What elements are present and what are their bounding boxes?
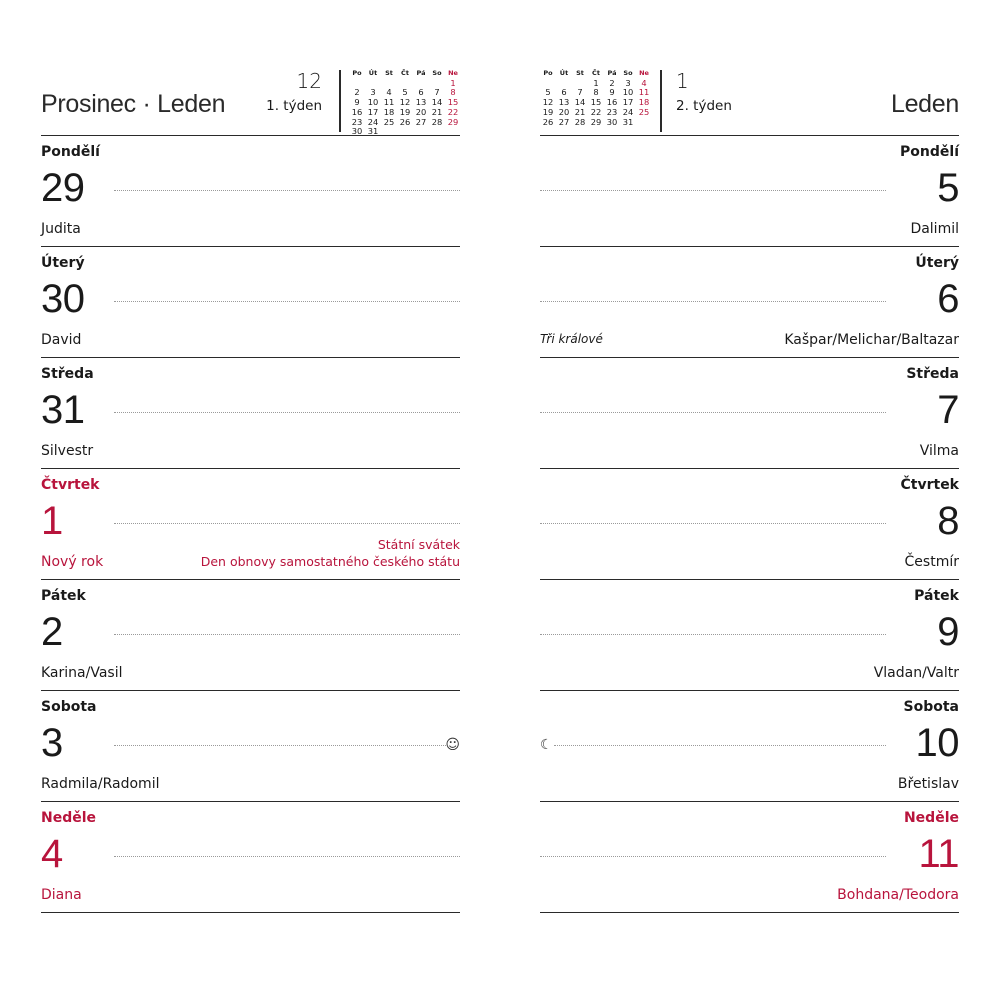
writing-line — [114, 745, 446, 746]
mini-calendar-day: 9 — [609, 87, 615, 98]
mini-calendar-day: 20 — [558, 106, 570, 117]
day-name: Úterý — [41, 255, 85, 271]
mini-calendar-day: 10 — [622, 87, 634, 98]
mini-calendar-day: 8 — [593, 87, 599, 98]
mini-calendar-day: 5 — [545, 87, 551, 98]
writing-line — [540, 301, 886, 302]
mini-calendar-weekday-header: Pá — [607, 69, 617, 77]
left-month-title: Prosinec · Leden — [41, 90, 226, 118]
mini-calendar-weekday-header: Čt — [592, 69, 600, 77]
nameday: Diana — [41, 887, 82, 903]
mini-calendar-day: 14 — [574, 97, 586, 108]
left-day-row — [41, 469, 460, 580]
mini-calendar-day: 26 — [399, 116, 411, 127]
day-name: Středa — [906, 366, 959, 382]
right-page-header — [540, 60, 959, 136]
mini-calendar-weekday-header: Út — [559, 69, 569, 77]
day-name: Středa — [41, 366, 94, 382]
mini-calendar-day: 29 — [590, 116, 602, 127]
right-week-label: 2. týden — [676, 98, 732, 114]
mini-calendar-day: 18 — [383, 106, 395, 117]
nameday: Čestmír — [904, 554, 959, 570]
day-number: 30 — [41, 277, 85, 321]
mini-calendar-day: 28 — [574, 116, 586, 127]
mini-calendar-day: 8 — [450, 87, 456, 98]
day-name: Pátek — [41, 588, 86, 604]
mini-calendar-day: 21 — [574, 106, 586, 117]
left-week-number: 12 — [296, 69, 322, 93]
mini-calendar-day: 1 — [450, 77, 456, 88]
mini-calendar-day: 23 — [351, 116, 363, 127]
mini-calendar-day: 22 — [447, 106, 459, 117]
day-name: Pondělí — [900, 144, 959, 160]
writing-line — [114, 856, 460, 857]
mini-calendar-day: 20 — [415, 106, 427, 117]
mini-calendar-day: 5 — [402, 87, 408, 98]
mini-calendar-day: 4 — [641, 77, 647, 88]
mini-calendar-day: 23 — [606, 106, 618, 117]
mini-calendar-day: 27 — [415, 116, 427, 127]
mini-calendar-weekday-header: Ne — [448, 69, 458, 77]
writing-line — [114, 301, 460, 302]
mini-calendar-day: 19 — [399, 106, 411, 117]
nameday: Břetislav — [897, 776, 959, 792]
mini-calendar-day: 15 — [590, 97, 602, 108]
writing-line — [114, 634, 460, 635]
day-name: Neděle — [903, 810, 959, 826]
day-number: 7 — [937, 388, 959, 432]
day-number: 4 — [41, 832, 63, 876]
left-day-row — [41, 358, 460, 469]
mini-calendar-day: 7 — [577, 87, 583, 98]
writing-line — [540, 190, 886, 191]
last-quarter-moon-icon: ☾ — [540, 737, 553, 753]
mini-calendar-week-row — [540, 118, 652, 128]
mini-calendar-day: 13 — [558, 97, 570, 108]
nameday: Vladan/Valtr — [873, 665, 959, 681]
mini-calendar-week-row — [349, 118, 461, 128]
mini-calendar-day: 2 — [354, 87, 360, 98]
mini-calendar-day: 21 — [431, 106, 443, 117]
day-number: 8 — [937, 499, 959, 543]
mini-calendar-day: 16 — [606, 97, 618, 108]
mini-calendar-day: 24 — [622, 106, 634, 117]
right-day-row — [540, 802, 959, 913]
writing-line — [114, 412, 460, 413]
day-name: Sobota — [41, 699, 97, 715]
mini-calendar-day: 3 — [370, 87, 376, 98]
day-number: 9 — [937, 610, 959, 654]
left-week-block — [266, 69, 322, 115]
left-day-row — [41, 247, 460, 358]
day-name: Čtvrtek — [900, 477, 959, 493]
left-day-row — [41, 691, 460, 802]
right-day-row — [540, 469, 959, 580]
nameday: Bohdana/Teodora — [837, 887, 959, 903]
mini-calendar-day: 15 — [447, 97, 459, 108]
left-header-divider — [339, 70, 341, 132]
mini-calendar-day: 30 — [606, 116, 618, 127]
mini-calendar-day: 7 — [434, 87, 440, 98]
mini-calendar-weekday-header: St — [385, 69, 393, 77]
mini-calendar-day: 13 — [415, 97, 427, 108]
left-week-label: 1. týden — [266, 98, 322, 114]
right-mini-calendar — [540, 69, 652, 127]
writing-line — [114, 523, 460, 524]
mini-calendar-day: 11 — [383, 97, 395, 108]
mini-calendar-weekday-header: Út — [368, 69, 378, 77]
mini-calendar-day: 24 — [367, 116, 379, 127]
left-page-header — [41, 60, 460, 136]
mini-calendar-day: 1 — [593, 77, 599, 88]
left-day-row — [41, 136, 460, 247]
right-day-row — [540, 136, 959, 247]
mini-calendar-day: 14 — [431, 97, 443, 108]
day-name: Sobota — [903, 699, 959, 715]
right-day-row — [540, 247, 959, 358]
nameday: Silvestr — [41, 443, 94, 459]
nameday: Kašpar/Melichar/Baltazar — [784, 332, 959, 348]
mini-calendar-day: 25 — [383, 116, 395, 127]
day-name: Pondělí — [41, 144, 100, 160]
mini-calendar-day: 18 — [638, 97, 650, 108]
right-day-row — [540, 691, 959, 802]
nameday: Dalimil — [910, 221, 959, 237]
day-number: 1 — [41, 499, 63, 543]
mini-calendar-weekday-row — [349, 69, 461, 79]
mini-calendar-day: 19 — [542, 106, 554, 117]
left-page — [41, 60, 460, 920]
writing-line — [540, 856, 886, 857]
mini-calendar-weekday-header: Čt — [401, 69, 409, 77]
mini-calendar-day: 29 — [447, 116, 459, 127]
writing-line — [540, 412, 886, 413]
mini-calendar-day: 17 — [367, 106, 379, 117]
right-day-row — [540, 580, 959, 691]
day-number: 2 — [41, 610, 63, 654]
mini-calendar-day: 28 — [431, 116, 443, 127]
nameday: Radmila/Radomil — [41, 776, 160, 792]
mini-calendar-day: 12 — [399, 97, 411, 108]
mini-calendar-day: 12 — [542, 97, 554, 108]
mini-calendar-day: 31 — [622, 116, 634, 127]
day-name: Pátek — [914, 588, 959, 604]
mini-calendar-weekday-header: St — [576, 69, 584, 77]
day-name: Čtvrtek — [41, 477, 100, 493]
right-page — [540, 60, 959, 920]
mini-calendar-day: 9 — [354, 97, 360, 108]
mini-calendar-day: 31 — [367, 126, 379, 137]
mini-calendar-weekday-header: Po — [543, 69, 553, 77]
day-name: Úterý — [915, 255, 959, 271]
mini-calendar-day: 2 — [609, 77, 615, 88]
mini-calendar-weekday-header: Ne — [639, 69, 649, 77]
day-number: 11 — [918, 832, 959, 876]
nameday: Karina/Vasil — [41, 665, 123, 681]
mini-calendar-day: 6 — [418, 87, 424, 98]
left-day-row — [41, 802, 460, 913]
day-note: Den obnovy samostatného českého státu — [200, 554, 460, 569]
mini-calendar-day: 6 — [561, 87, 567, 98]
mini-calendar-day: 27 — [558, 116, 570, 127]
mini-calendar-day: 25 — [638, 106, 650, 117]
mini-calendar-day: 22 — [590, 106, 602, 117]
day-note: Státní svátek — [377, 537, 460, 552]
mini-calendar-day: 3 — [625, 77, 631, 88]
day-number: 6 — [937, 277, 959, 321]
mini-calendar-weekday-header: Pá — [416, 69, 426, 77]
mini-calendar-day: 11 — [638, 87, 650, 98]
right-week-block — [676, 69, 732, 115]
mini-calendar-weekday-header: So — [432, 69, 442, 77]
left-day-row — [41, 580, 460, 691]
right-header-divider — [660, 70, 662, 132]
mini-calendar-day: 17 — [622, 97, 634, 108]
nameday: Nový rok — [41, 554, 104, 570]
day-number: 3 — [41, 721, 63, 765]
mini-calendar-weekday-header: So — [623, 69, 633, 77]
nameday: David — [41, 332, 82, 348]
right-day-row — [540, 358, 959, 469]
mini-calendar-day: 10 — [367, 97, 379, 108]
writing-line — [554, 745, 886, 746]
mini-calendar-day: 16 — [351, 106, 363, 117]
left-mini-calendar — [349, 69, 461, 137]
day-number: 31 — [41, 388, 85, 432]
writing-line — [540, 634, 886, 635]
writing-line — [540, 523, 886, 524]
day-name: Neděle — [41, 810, 97, 826]
right-week-number: 1 — [676, 69, 689, 93]
right-month-title: Leden — [890, 90, 959, 118]
mini-calendar-day: 26 — [542, 116, 554, 127]
mini-calendar-day: 30 — [351, 126, 363, 137]
mini-calendar-day: 4 — [386, 87, 392, 98]
day-number: 5 — [937, 166, 959, 210]
day-note: Tři králové — [540, 332, 603, 346]
nameday: Vilma — [919, 443, 959, 459]
nameday: Judita — [41, 221, 81, 237]
day-number: 29 — [41, 166, 85, 210]
full-moon-icon: ☺ — [445, 737, 460, 753]
mini-calendar-weekday-header: Po — [352, 69, 362, 77]
day-number: 10 — [915, 721, 959, 765]
mini-calendar-day — [636, 118, 652, 128]
writing-line — [114, 190, 460, 191]
